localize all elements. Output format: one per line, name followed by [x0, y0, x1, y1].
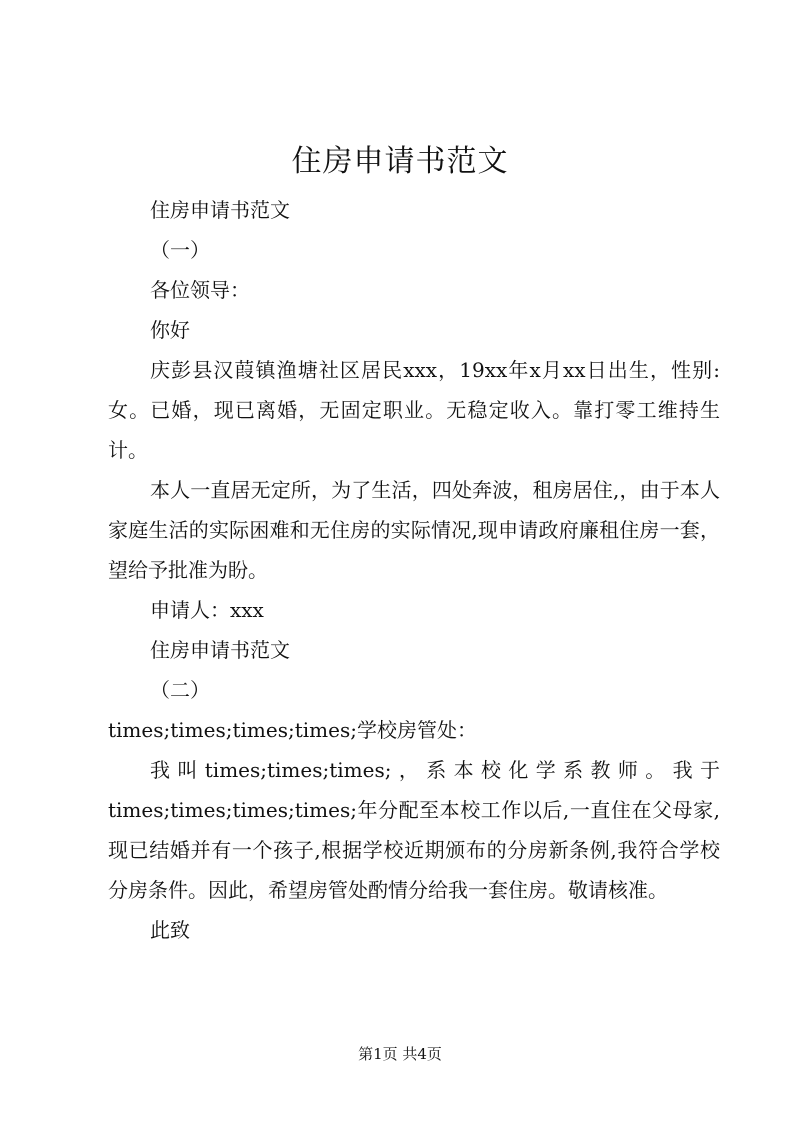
paragraph-signature: 申请人：xxx	[150, 598, 264, 622]
paragraph-subtitle-1: 住房申请书范文	[150, 198, 290, 222]
document-title: 住房申请书范文	[291, 144, 509, 179]
paragraph-section-2: （二）	[150, 678, 210, 702]
paragraph-subtitle-2: 住房申请书范文	[150, 638, 290, 662]
paragraph-request-2: 我叫times;times;times;，系本校化学系教师。我于times;times;times;times;年分配至本校工作以后,一直住在父母家,现已结婚并有一个孩子,根据学校近期颁布的分房新条例,我符合学校分房条件。因此，希望房管处酌情分给我一套住房。敬请核准。	[108, 758, 720, 902]
paragraph-applicant-info: 庆彭县汉葭镇渔塘社区居民xxx，19xx年x月xx日出生，性别:女。已婚，现已离婚，无固定职业。无稳定收入。靠打零工维持生计。	[108, 358, 720, 462]
document-body	[108, 190, 720, 950]
paragraph-salutation-1: 各位领导：	[150, 278, 250, 302]
paragraph-request-1: 本人一直居无定所，为了生活，四处奔波，租房居住,，由于本人家庭生活的实际困难和无住房的实际情况,现申请政府廉租住房一套，望给予批准为盼。	[108, 478, 720, 582]
paragraph-salutation-2: times;times;times;times;学校房管处：	[108, 718, 477, 742]
paragraph-closing: 此致	[150, 918, 190, 942]
paragraph-greeting: 你好	[150, 318, 190, 342]
paragraph-section-1: （一）	[150, 238, 210, 262]
page-footer: 第1页 共4页	[358, 1045, 442, 1063]
